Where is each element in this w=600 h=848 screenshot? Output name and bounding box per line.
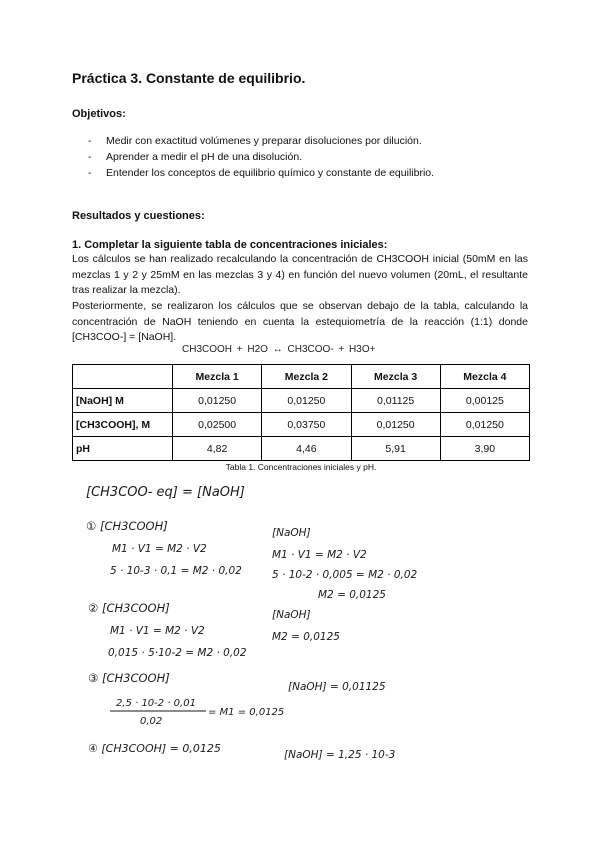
row-label: [CH3COOH], M [73,413,173,437]
page-title: Práctica 3. Constante de equilibrio. [72,70,306,86]
table-cell: 4,82 [173,437,262,461]
table-header-row [73,365,530,389]
table-cell: 0,03750 [262,413,351,437]
table-row [73,413,530,437]
objectives-heading: Objetivos: [72,108,126,120]
hw-c1-label: ① [CH3COOH] [86,519,168,533]
question1-heading: 1. Completar la siguiente tabla de concentraciones iniciales: [72,239,388,251]
row-label: [NaOH] M [73,389,173,413]
hw-c1-naoh: [NaOH] [272,527,311,539]
table-cell: 0,01250 [351,413,440,437]
objective-item: - Entender los conceptos de equilibrio químico y constante de equilibrio. [88,165,434,181]
handwritten-calculations [0,470,600,770]
table-header-cell: Mezcla 1 [173,365,262,389]
hw-c4-naoh: [NaOH] = 1,25 · 10-3 [284,749,396,761]
table-header-cell: Mezcla 2 [262,365,351,389]
table-row [73,437,530,461]
table-cell: 0,01250 [173,389,262,413]
hw-header: [CH3COO- eq] = [NaOH] [86,485,245,500]
table-header-cell: Mezcla 3 [351,365,440,389]
paragraph-calculations: Los cálculos se han realizado recalculando la concentración de CH3COOH inicial (50mM en las mezclas 1 y 2 y 25mM en las mezclas 3 y 4) en función del nuevo volumen (20mL, el resultante tras realizar la mezcla). [72,253,528,296]
reaction-equation: CH3COOH + H2O ↔ CH3COO- + H3O+ [182,344,376,355]
objective-item: - Medir con exactitud volúmenes y preparar disoluciones por dilución. [88,133,434,149]
table-row [73,389,530,413]
hw-c1-formula: M1 · V1 = M2 · V2 [112,543,207,555]
row-label: pH [73,437,173,461]
hw-c3-label: ③ [CH3COOH] [88,671,170,685]
hw-c2-naoh: [NaOH] [272,609,311,621]
results-heading: Resultados y cuestiones: [72,210,205,222]
hw-c2-calc: 0,015 · 5·10-2 = M2 · 0,02 [108,647,247,659]
table-cell: 0,01125 [351,389,440,413]
hw-c1-calc: 5 · 10-3 · 0,1 = M2 · 0,02 [110,565,242,577]
table-cell: 0,02500 [173,413,262,437]
hw-c1-result: M2 = 0,0125 [318,589,386,601]
hw-c4-label: ④ [CH3COOH] = 0,0125 [88,742,221,755]
hw-c2-label: ② [CH3COOH] [88,601,170,615]
hw-c3-num: 2,5 · 10-2 · 0,01 [116,698,196,709]
table-caption: Tabla 1. Concentraciones iniciales y pH. [225,462,377,472]
hw-c3-result: = M1 = 0,0125 [208,707,285,718]
table-cell: 0,01250 [262,389,351,413]
table-header-cell: Mezcla 4 [440,365,529,389]
paragraph-naoh: Posteriormente, se realizaron los cálculos que se observan debajo de la tabla, calculando la concentración de NaOH teniendo en cuenta la estequiometría de la reacción (1:1) donde [CH3COO-] = [NaOH]. [72,300,528,343]
table-header-cell [73,365,173,389]
table-cell: 3,90 [440,437,529,461]
table-cell: 0,01250 [440,413,529,437]
hw-c1-naoh-calc: 5 · 10-2 · 0,005 = M2 · 0,02 [272,569,418,581]
objectives-list [88,133,434,181]
hw-c1-naoh-formula: M1 · V1 = M2 · V2 [272,549,367,561]
table-cell: 5,91 [351,437,440,461]
hw-c2-formula: M1 · V1 = M2 · V2 [110,625,205,637]
table-cell: 4,46 [262,437,351,461]
hw-c3-naoh: [NaOH] = 0,01125 [288,681,386,693]
table-cell: 0,00125 [440,389,529,413]
hw-c3-den: 0,02 [140,716,163,727]
concentrations-table [72,364,530,461]
hw-c2-result: M2 = 0,0125 [272,631,340,643]
objective-item: - Aprender a medir el pH de una disolución. [88,149,434,165]
